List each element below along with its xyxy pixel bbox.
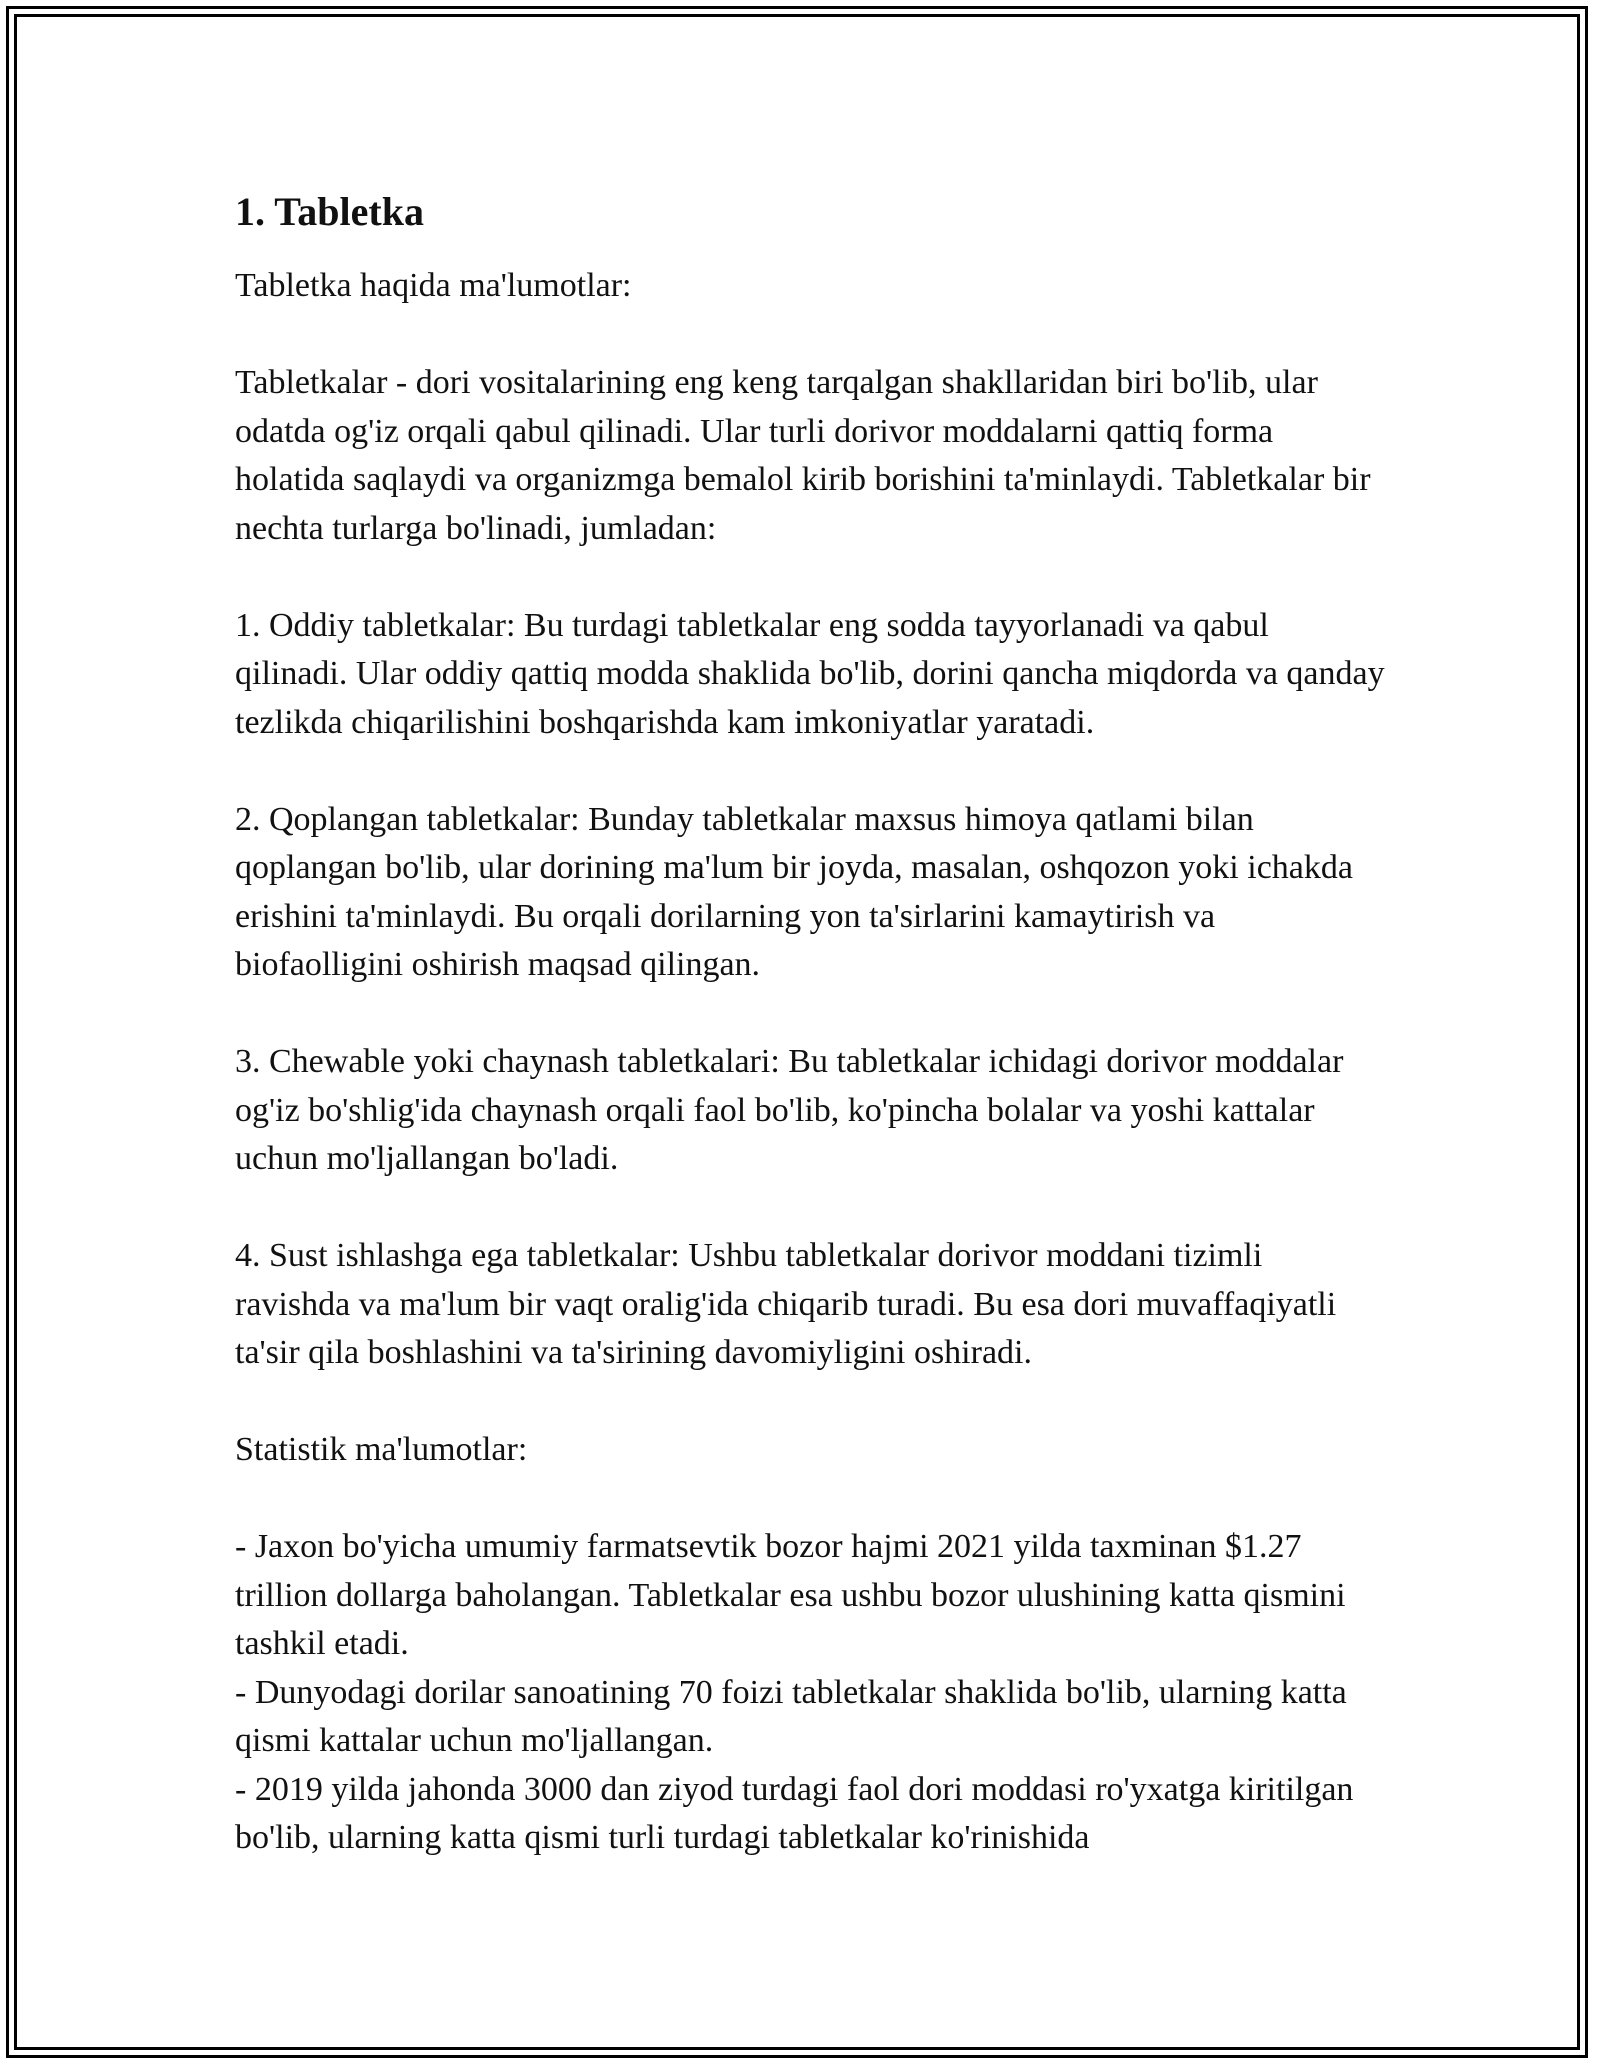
paragraph-sustained-release-tablets: 4. Sust ishlashga ega tabletkalar: Ushbu tabletkalar dorivor moddani tizimli ravishda va ma'lum bir vaqt oralig'ida chiqarib turadi. Bu esa dori muvaffaqiyatli ta'sir qila boshlashini va ta'sirining davomiyligini oshiradi. xyxy=(235,1237,1337,1371)
paragraph-chewable-tablets: 3. Chewable yoki chaynash tabletkalari: Bu tabletkalar ichidagi dorivor moddalar og'iz bo'shlig'ida chaynash orqali faol bo'lib, ko'pincha bolalar va yoshi kattalar uchun mo'ljallangan bo'ladi. xyxy=(235,1043,1344,1177)
document-body xyxy=(235,188,1385,1863)
intro-label: Tabletka haqida ma'lumotlar: xyxy=(235,267,632,304)
stats-item: - 2019 yilda jahonda 3000 dan ziyod turdagi faol dori moddasi ro'yxatga kiritilgan bo'lib, ularning katta qismi turli turdagi tabletkalar ko'rinishida xyxy=(235,1770,1354,1856)
stats-item: - Jaxon bo'yicha umumiy farmatsevtik bozor hajmi 2021 yilda taxminan $1.27 trillion dollarga baholangan. Tabletkalar esa ushbu bozor ulushining katta qismini tashkil etadi. xyxy=(235,1528,1346,1662)
section-heading: 1. Tabletka xyxy=(235,189,424,234)
stats-label: Statistik ma'lumotlar: xyxy=(235,1431,528,1468)
stats-list xyxy=(235,1523,1385,1863)
stats-item: - Dunyodagi dorilar sanoatining 70 foizi tabletkalar shaklida bo'lib, ularning katta qismi kattalar uchun mo'ljallangan. xyxy=(235,1673,1347,1759)
paragraph-overview: Tabletkalar - dori vositalarining eng keng tarqalgan shakllaridan biri bo'lib, ular odatda og'iz orqali qabul qilinadi. Ular turli dorivor moddalarni qattiq forma holatida saqlaydi va organizmga bemalol kirib borishini ta'minlaydi. Tabletkalar bir nechta turlarga bo'linadi, jumladan: xyxy=(235,364,1371,547)
paragraph-coated-tablets: 2. Qoplangan tabletkalar: Bunday tabletkalar maxsus himoya qatlami bilan qoplangan bo'lib, ular dorining ma'lum bir joyda, masalan, oshqozon yoki ichakda erishini ta'minlaydi. Bu orqali dorilarning yon ta'sirlarini kamaytirish va biofaolligini oshirish maqsad qilingan. xyxy=(235,800,1353,983)
paragraph-simple-tablets: 1. Oddiy tabletkalar: Bu turdagi tabletkalar eng sodda tayyorlanadi va qabul qilinadi. Ular oddiy qattiq modda shaklida bo'lib, dorini qancha miqdorda va qanday tezlikda chiqarilishini boshqarishda kam imkoniyatlar yaratadi. xyxy=(235,606,1385,741)
